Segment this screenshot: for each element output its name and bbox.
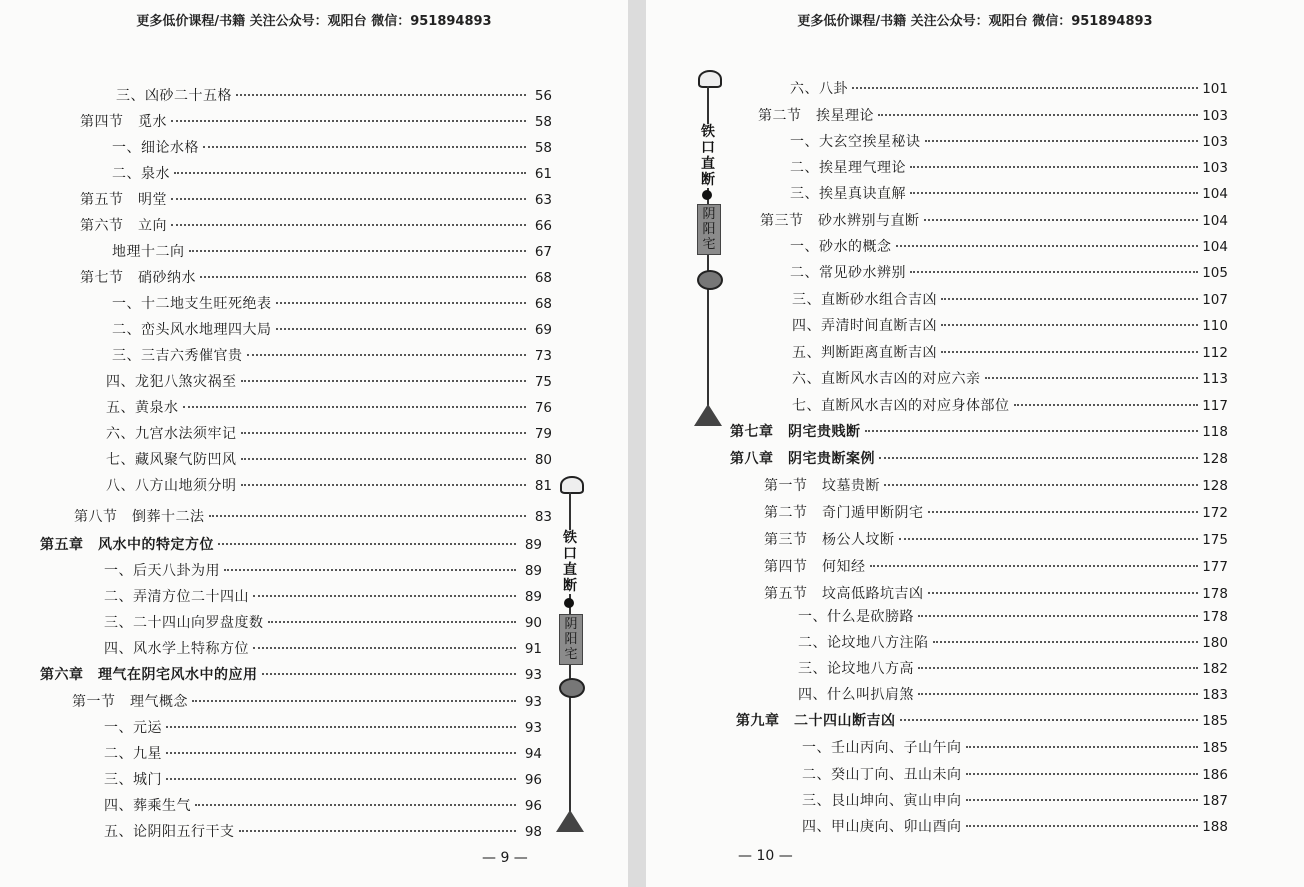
toc-entry: 二、峦头风水地理四大局 69 xyxy=(112,322,552,338)
toc-entry: 三、挨星真诀直解 104 xyxy=(790,186,1228,202)
toc-chapter: 第五章 风水中的特定方位 89 xyxy=(40,537,542,553)
toc-entry: 二、泉水 61 xyxy=(112,166,552,182)
toc-entry: 一、后天八卦为用 89 xyxy=(104,563,542,579)
toc-entry: 二、挨星理气理论 103 xyxy=(790,160,1228,176)
toc-chapter: 第九章 二十四山断吉凶 185 xyxy=(736,713,1228,729)
toc-entry: 第八节 倒葬十二法 83 xyxy=(74,509,552,525)
ornament-knob-icon xyxy=(559,678,585,698)
toc-entry: 三、论坟地八方高 182 xyxy=(798,661,1228,677)
bookmark-ornament xyxy=(550,470,590,860)
toc-entry: 一、什么是砍膀路 178 xyxy=(798,609,1228,625)
right-page xyxy=(646,0,1304,887)
toc-entry: 七、直断风水吉凶的对应身体部位 117 xyxy=(792,398,1228,414)
toc-list xyxy=(0,0,628,887)
toc-chapter: 第六章 理气在阴宅风水中的应用 93 xyxy=(40,667,542,683)
toc-entry: 一、细论水格 58 xyxy=(112,140,552,156)
left-page xyxy=(0,0,628,887)
toc-entry: 八、八方山地须分明 81 xyxy=(106,478,552,494)
ornament-cap-icon xyxy=(560,476,584,494)
toc-entry: 四、甲山庚向、卯山酉向 188 xyxy=(802,819,1228,835)
toc-entry: 四、龙犯八煞灾祸至 75 xyxy=(106,374,552,390)
toc-entry: 三、直断砂水组合吉凶 107 xyxy=(792,292,1228,308)
page-gutter xyxy=(628,0,646,887)
toc-entry: 三、二十四山向罗盘度数 90 xyxy=(104,615,542,631)
page-header: 更多低价课程/书籍 关注公众号：观阳台 微信：951894893 xyxy=(136,14,492,29)
toc-entry: 五、论阴阳五行干支 98 xyxy=(104,824,542,840)
toc-entry: 一、砂水的概念 104 xyxy=(790,239,1228,255)
toc-entry: 四、葬乘生气 96 xyxy=(104,798,542,814)
ornament-label: 阴 阳 宅 xyxy=(559,614,583,665)
toc-list xyxy=(646,0,1304,887)
toc-entry: 第六节 立向 66 xyxy=(80,218,552,234)
toc-entry: 一、元运 93 xyxy=(104,720,542,736)
toc-entry: 第四节 觅水 58 xyxy=(80,114,552,130)
toc-entry: 五、黄泉水 76 xyxy=(106,400,552,416)
toc-entry: 一、十二地支生旺死绝表 68 xyxy=(112,296,552,312)
toc-entry: 四、什么叫扒肩煞 183 xyxy=(798,687,1228,703)
toc-entry: 二、癸山丁向、丑山未向 186 xyxy=(802,767,1228,783)
ornament-title: 铁 口 直 断 xyxy=(691,124,725,188)
toc-entry: 一、大玄空挨星秘诀 103 xyxy=(790,134,1228,150)
toc-entry: 第一节 坟墓贵断 128 xyxy=(764,478,1228,494)
toc-entry: 二、论坟地八方注陷 180 xyxy=(798,635,1228,651)
toc-entry: 六、八卦 101 xyxy=(790,81,1228,97)
page-header: 更多低价课程/书籍 关注公众号：观阳台 微信：951894893 xyxy=(797,14,1153,29)
toc-entry: 第一节 理气概念 93 xyxy=(72,694,542,710)
toc-entry: 四、弄清时间直断吉凶 110 xyxy=(792,318,1228,334)
toc-entry: 五、判断距离直断吉凶 112 xyxy=(792,345,1228,361)
toc-entry: 一、壬山丙向、子山午向 185 xyxy=(802,740,1228,756)
page-number: — 9 — xyxy=(482,850,528,866)
toc-entry: 第二节 奇门遁甲断阴宅 172 xyxy=(764,505,1228,521)
toc-entry: 三、艮山坤向、寅山申向 187 xyxy=(802,793,1228,809)
toc-entry: 第五节 明堂 63 xyxy=(80,192,552,208)
ornament-dot-icon xyxy=(564,598,574,608)
ornament-label: 阴 阳 宅 xyxy=(697,204,721,255)
toc-entry: 二、弄清方位二十四山 89 xyxy=(104,589,542,605)
toc-entry: 六、九宫水法须牢记 79 xyxy=(106,426,552,442)
toc-entry: 四、风水学上特称方位 91 xyxy=(104,641,542,657)
toc-entry: 第三节 砂水辨别与直断 104 xyxy=(760,213,1228,229)
toc-chapter: 第八章 阴宅贵断案例 128 xyxy=(730,451,1228,467)
toc-entry: 七、藏风聚气防凹风 80 xyxy=(106,452,552,468)
toc-entry: 三、城门 96 xyxy=(104,772,542,788)
toc-entry: 第五节 坟高低路坑吉凶 178 xyxy=(764,586,1228,602)
ornament-title: 铁 口 直 断 xyxy=(553,530,587,594)
toc-entry: 二、常见砂水辨别 105 xyxy=(790,265,1228,281)
toc-entry: 第三节 杨公人坟断 175 xyxy=(764,532,1228,548)
toc-chapter: 第七章 阴宅贵贱断 118 xyxy=(730,424,1228,440)
toc-entry: 六、直断风水吉凶的对应六亲 113 xyxy=(792,371,1228,387)
page-number: — 10 — xyxy=(738,848,793,864)
toc-entry: 二、九星 94 xyxy=(104,746,542,762)
ornament-tassel-icon xyxy=(556,810,584,832)
toc-entry: 第七节 硝砂纳水 68 xyxy=(80,270,552,286)
toc-entry: 第四节 何知经 177 xyxy=(764,559,1228,575)
toc-entry: 第二节 挨星理论 103 xyxy=(758,108,1228,124)
toc-entry: 地理十二向 67 xyxy=(112,244,552,260)
toc-entry: 三、凶砂二十五格 56 xyxy=(116,88,552,104)
toc-entry: 三、三吉六秀催官贵 73 xyxy=(112,348,552,364)
